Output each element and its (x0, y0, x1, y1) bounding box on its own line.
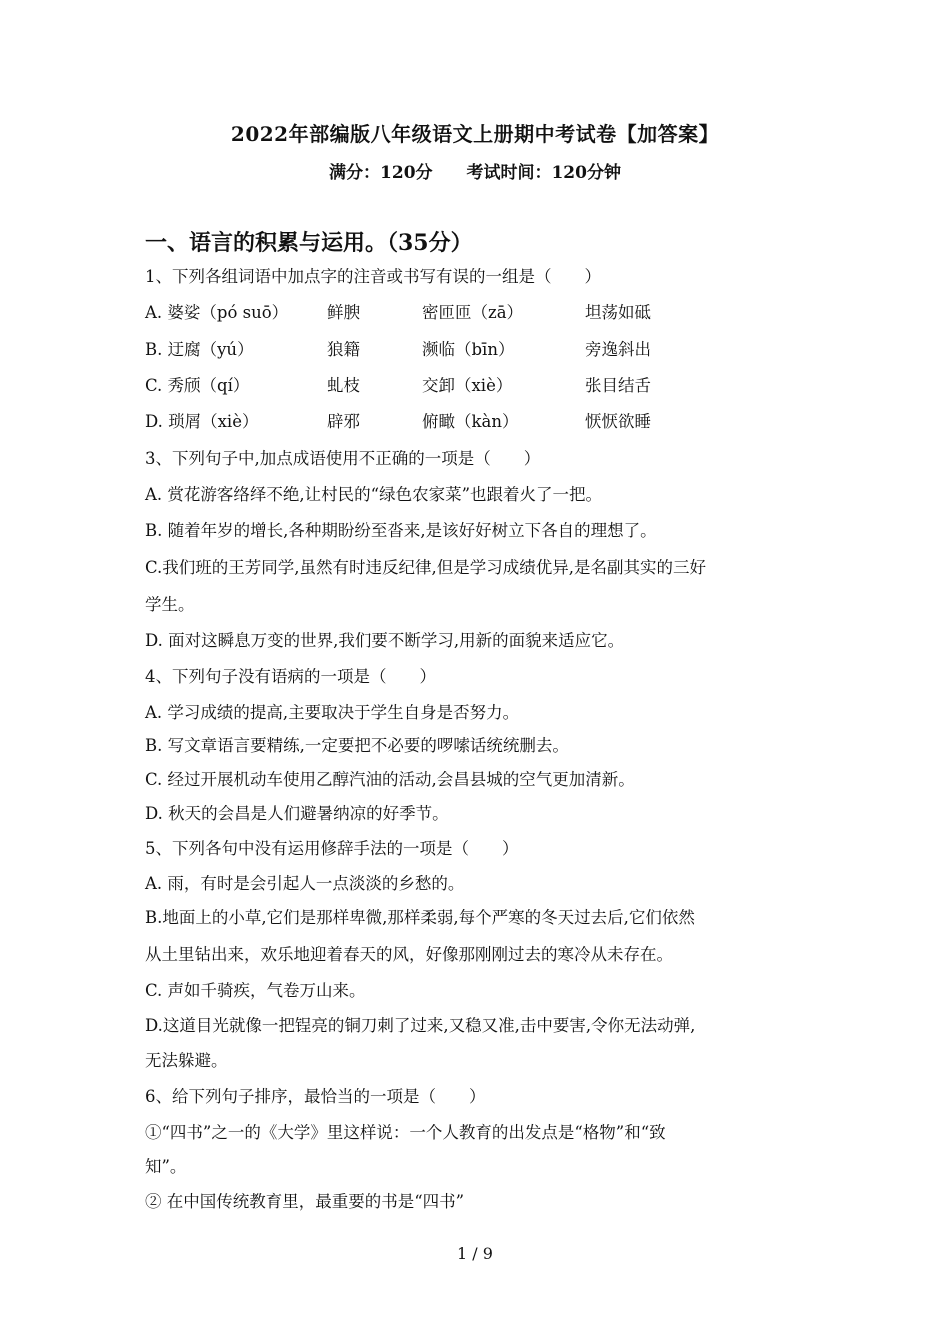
option-cell: 俯瞰（kàn） (422, 412, 519, 431)
option-cell: 鲜腴 (327, 303, 360, 322)
question-3-option-d: D. 面对这瞬息万变的世界,我们要不断学习,用新的面貌来适应它。 (145, 631, 625, 650)
question-4-option-b: B. 写文章语言要精练,一定要把不必要的啰嗦话统统删去。 (145, 736, 569, 755)
exam-time: 考试时间：120分钟 (466, 163, 621, 183)
option-cell: 密匝匝（zā） (422, 303, 524, 322)
option-cell: 坦荡如砥 (585, 303, 651, 322)
option-cell: 狼籍 (327, 340, 360, 359)
option-cell: 辟邪 (327, 412, 360, 431)
option-cell: 交卸（xiè） (422, 376, 513, 395)
option-cell: 旁逸斜出 (585, 340, 651, 359)
question-6-sentence-1: ①“四书”之一的《大学》里这样说：一个人教育的出发点是“格物”和“致 (145, 1123, 666, 1142)
exam-subtitle (0, 158, 950, 183)
question-5-option-b-cont: 从土里钻出来，欢乐地迎着春天的风，好像那刚刚过去的寒冷从未存在。 (145, 945, 673, 964)
question-3-option-a: A. 赏花游客络绎不绝,让村民的“绿色农家菜”也跟着火了一把。 (145, 485, 603, 504)
option-cell: 濒临（bīn） (422, 340, 515, 359)
question-5-option-d-cont: 无法躲避。 (145, 1051, 228, 1070)
question-5-option-c: C. 声如千骑疾，气卷万山来。 (145, 981, 366, 1000)
question-5-option-a: A. 雨，有时是会引起人一点淡淡的乡愁的。 (145, 874, 465, 893)
question-1-stem: 1、下列各组词语中加点字的注音或书写有误的一组是（ ） (145, 267, 601, 286)
question-4-option-d: D. 秋天的会昌是人们避暑纳凉的好季节。 (145, 804, 449, 823)
question-5-stem: 5、下列各句中没有运用修辞手法的一项是（ ） (145, 839, 519, 858)
option-cell: B. 迂腐（yú） (145, 340, 254, 359)
section-heading: 一、语言的积累与运用。（35分） (145, 230, 473, 256)
question-4-option-a: A. 学习成绩的提高,主要取决于学生自身是否努力。 (145, 703, 520, 722)
full-score: 满分：120分 (329, 163, 433, 183)
question-3-option-b: B. 随着年岁的增长,各种期盼纷至沓来,是该好好树立下各自的理想了。 (145, 521, 657, 540)
question-3-stem: 3、下列句子中,加点成语使用不正确的一项是（ ） (145, 449, 541, 468)
page-number: 1 / 9 (457, 1244, 493, 1263)
option-cell: A. 婆娑（pó suō） (145, 303, 289, 322)
option-cell: 恹恹欲睡 (585, 412, 651, 431)
question-3-option-c: C.我们班的王芳同学,虽然有时违反纪律,但是学习成绩优异,是名副其实的三好 (145, 558, 707, 577)
option-cell: 张目结舌 (585, 376, 651, 395)
option-cell: C. 秀颀（qí） (145, 376, 250, 395)
question-3-option-c-cont: 学生。 (145, 595, 195, 614)
question-6-sentence-2: ② 在中国传统教育里，最重要的书是“四书” (145, 1192, 465, 1211)
question-4-option-c: C. 经过开展机动车使用乙醇汽油的活动,会昌县城的空气更加清新。 (145, 770, 635, 789)
option-cell: D. 琐屑（xiè） (145, 412, 259, 431)
option-cell: 虬枝 (327, 376, 360, 395)
question-5-option-b: B.地面上的小草,它们是那样卑微,那样柔弱,每个严寒的冬天过去后,它们依然 (145, 908, 695, 927)
question-5-option-d: D.这道目光就像一把锃亮的铜刀刺了过来,又稳又准,击中要害,令你无法动弹, (145, 1016, 696, 1035)
question-6-sentence-1-cont: 知”。 (145, 1157, 187, 1176)
question-6-stem: 6、给下列句子排序，最恰当的一项是（ ） (145, 1087, 486, 1106)
question-4-stem: 4、下列句子没有语病的一项是（ ） (145, 667, 436, 686)
exam-title: 2022年部编版八年级语文上册期中考试卷【加答案】 (230, 122, 720, 146)
